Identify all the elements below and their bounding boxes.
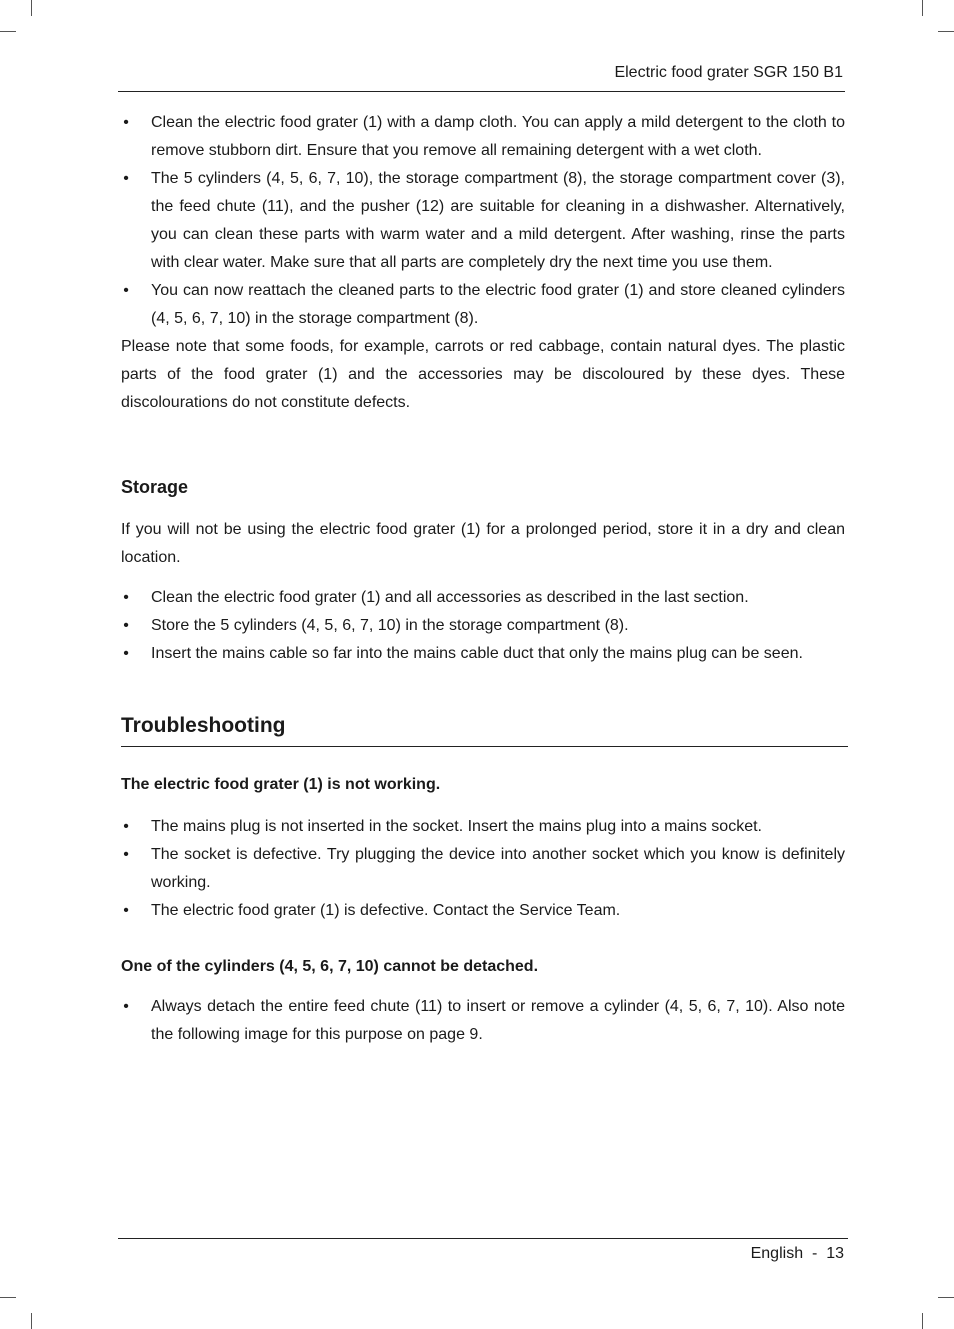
crop-mark-top-left <box>31 0 32 16</box>
crop-mark-top-right-h <box>938 31 954 32</box>
crop-mark-bottom-left-h <box>0 1297 16 1298</box>
bullet-icon: • <box>123 645 129 662</box>
cleaning-bullet-list <box>121 109 845 333</box>
cleaning-note: Please note that some foods, for example, carrots or red cabbage, contain natural dyes. The plastic parts of the food grater (1) and the accessories may be discoloured by these dyes. These discolourations do not constitute defects. <box>121 338 845 411</box>
crop-mark-top-right <box>922 0 923 16</box>
list-item: • Always detach the entire feed chute (11) to insert or remove a cylinder (4, 5, 6, 7, 10). Also note the following image for this purpose on page 9. <box>121 993 845 1049</box>
bullet-icon: • <box>123 998 129 1015</box>
spacer <box>121 981 845 993</box>
spacer <box>121 501 845 516</box>
page-content <box>121 109 845 1049</box>
spacer <box>121 417 845 473</box>
bullet-icon: • <box>123 114 129 131</box>
crop-mark-bottom-left <box>31 1313 32 1329</box>
bullet-icon: • <box>123 846 129 863</box>
list-item: • Clean the electric food grater (1) with a damp cloth. You can apply a mild detergent to the cloth to remove stubborn dirt. Ensure that you remove all remaining detergent with a wet cloth. <box>121 109 845 165</box>
bullet-icon: • <box>123 282 129 299</box>
list-item: • The 5 cylinders (4, 5, 6, 7, 10), the storage compartment (8), the storage compartment cover (3), the feed chute (11), and the pusher (12) are suitable for cleaning in a dishwasher. Alternatively, you can clean these parts with warm water and a mild detergent. After washing, rinse the parts with clear water. Make sure that all parts are completely dry the next time you use them. <box>121 165 845 277</box>
list-item: • The socket is defective. Try plugging the device into another socket which you know is definitely working. <box>121 841 845 897</box>
list-item: • The electric food grater (1) is defective. Contact the Service Team. <box>121 897 845 925</box>
bullet-icon: • <box>123 617 129 634</box>
bullet-icon: • <box>123 818 129 835</box>
spacer <box>121 799 845 813</box>
storage-intro: If you will not be using the electric food grater (1) for a prolonged period, store it in a dry and clean location. <box>121 521 845 566</box>
spacer <box>121 747 845 771</box>
list-item: • Store the 5 cylinders (4, 5, 6, 7, 10) in the storage compartment (8). <box>121 612 845 640</box>
storage-heading: Storage <box>121 477 189 497</box>
bullet-icon: • <box>123 170 129 187</box>
problem1-bullet-list <box>121 813 845 925</box>
list-item: • The mains plug is not inserted in the socket. Insert the mains plug into a mains socket. <box>121 813 845 841</box>
problem2-bullet-list <box>121 993 845 1049</box>
troubleshooting-heading: Troubleshooting <box>121 714 286 737</box>
running-header: Electric food grater SGR 150 B1 <box>614 64 843 81</box>
crop-mark-bottom-right <box>922 1313 923 1329</box>
problem-heading-cannot-detach: One of the cylinders (4, 5, 6, 7, 10) cannot be detached. <box>121 958 539 975</box>
storage-bullet-list <box>121 584 845 668</box>
crop-mark-top-left-h <box>0 31 16 32</box>
list-item: • You can now reattach the cleaned parts to the electric food grater (1) and store cleaned cylinders (4, 5, 6, 7, 10) in the storage compartment (8). <box>121 277 845 333</box>
spacer <box>121 668 845 712</box>
page-footer: English - 13 <box>750 1245 844 1262</box>
problem-heading-not-working: The electric food grater (1) is not working. <box>121 776 441 793</box>
header-divider <box>118 91 845 92</box>
spacer <box>121 925 845 953</box>
footer-divider <box>118 1238 848 1239</box>
spacer <box>121 572 845 584</box>
list-item: • Insert the mains cable so far into the mains cable duct that only the mains plug can be seen. <box>121 640 845 668</box>
list-item: • Clean the electric food grater (1) and all accessories as described in the last section. <box>121 584 845 612</box>
crop-mark-bottom-right-h <box>938 1297 954 1298</box>
bullet-icon: • <box>123 902 129 919</box>
bullet-icon: • <box>123 589 129 606</box>
